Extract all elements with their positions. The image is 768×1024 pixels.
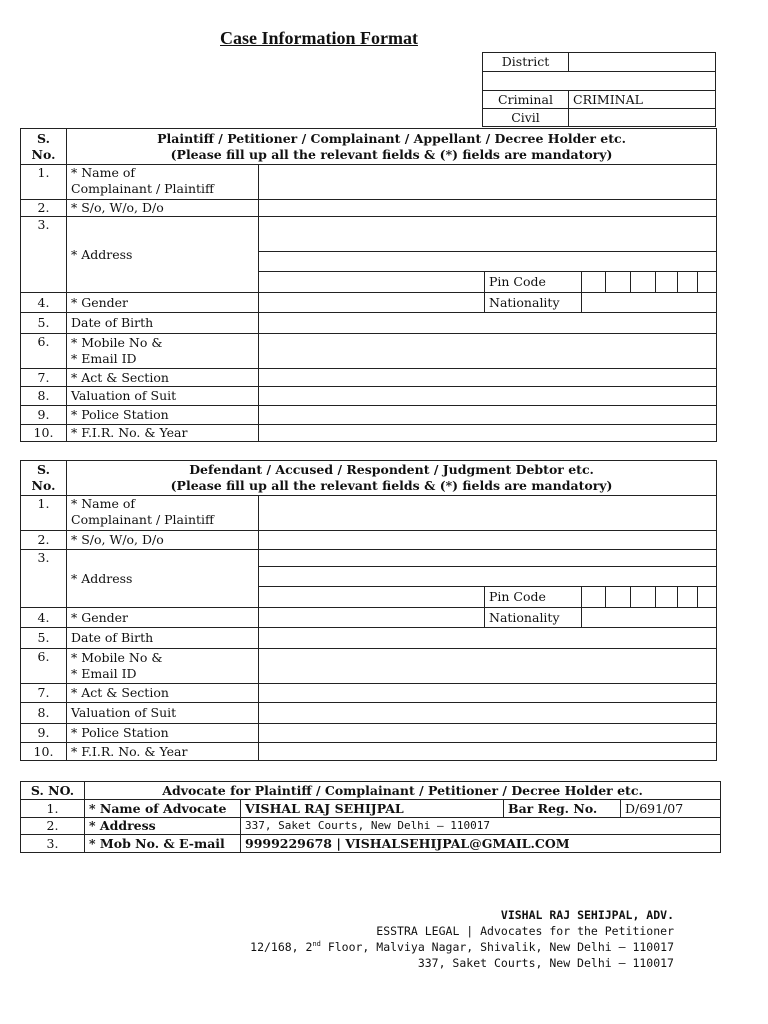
heading-line-2: (Please fill up all the relevant fields & (*) fields are mandatory) (170, 146, 613, 162)
advocate-name-value[interactable]: VISHAL RAJ SEHIJPAL (241, 800, 504, 818)
dob-field[interactable] (259, 313, 717, 334)
row-label: Date of Birth (67, 313, 259, 334)
row-no: 2. (21, 818, 85, 835)
advocate-sno-header: S. NO. (21, 782, 85, 800)
row-label: * S/o, W/o, D/o (67, 531, 259, 550)
blank-row (483, 72, 716, 91)
advocate-heading: Advocate for Plaintiff / Complainant / Petitioner / Decree Holder etc. (85, 782, 721, 800)
relation-field[interactable] (259, 531, 717, 550)
heading-line-1: Plaintiff / Petitioner / Complainant / Appellant / Decree Holder etc. (157, 130, 626, 146)
nationality-field[interactable] (582, 293, 717, 313)
row-label: * Address (67, 550, 259, 608)
pin-digit[interactable] (678, 587, 698, 608)
row-no: 10. (21, 743, 67, 761)
row-no: 6. (21, 649, 67, 684)
bar-reg-label: Bar Reg. No. (504, 800, 621, 818)
act-section-field[interactable] (259, 684, 717, 703)
row-label: * F.I.R. No. & Year (67, 425, 259, 442)
row-no: 3. (21, 217, 67, 293)
row-no: 5. (21, 313, 67, 334)
row-label: Valuation of Suit (67, 703, 259, 724)
row-label: * Mobile No & * Email ID (67, 649, 259, 684)
row-label: * Gender (67, 608, 259, 628)
row-no: 9. (21, 724, 67, 743)
row-no: 2. (21, 200, 67, 217)
contact-field[interactable] (259, 649, 717, 684)
pin-digit[interactable] (656, 272, 678, 293)
row-label: * Mob No. & E-mail (85, 835, 241, 853)
row-no: 4. (21, 293, 67, 313)
section-heading (67, 129, 717, 165)
bar-reg-value[interactable]: D/691/07 (621, 800, 721, 818)
pin-digit[interactable] (606, 272, 631, 293)
address-field-3[interactable] (259, 272, 485, 293)
signature-name-text: VISHAL RAJ SEHIJPAL, ADV. (500, 908, 674, 922)
nationality-label: Nationality (485, 293, 582, 313)
row-label: * Gender (67, 293, 259, 313)
row-label: * Address (85, 818, 241, 835)
pin-digit[interactable] (698, 587, 717, 608)
row-label: Date of Birth (67, 628, 259, 649)
row-label: Valuation of Suit (67, 387, 259, 406)
heading-line-2: (Please fill up all the relevant fields & (*) fields are mandatory) (170, 478, 613, 493)
row-no: 1. (21, 800, 85, 818)
district-label: District (483, 53, 569, 72)
row-no: 8. (21, 387, 67, 406)
row-no: 2. (21, 531, 67, 550)
sno-header (21, 129, 67, 165)
pin-digit[interactable] (678, 272, 698, 293)
fir-field[interactable] (259, 425, 717, 442)
civil-label: Civil (483, 109, 569, 127)
defendant-table (20, 460, 717, 761)
row-label: * Police Station (67, 724, 259, 743)
pin-digit[interactable] (582, 272, 606, 293)
advocate-table (20, 781, 721, 853)
signature-firm: ESSTRA LEGAL | Advocates for the Petitioner (376, 924, 674, 938)
name-field[interactable] (259, 165, 717, 200)
address-field-2[interactable] (259, 252, 717, 272)
row-no: 7. (21, 369, 67, 387)
section-heading (67, 461, 717, 496)
row-no: 3. (21, 835, 85, 853)
heading-line-1: Defendant / Accused / Respondent / Judgment Debtor etc. (189, 462, 594, 478)
row-no: 6. (21, 334, 67, 369)
district-value[interactable] (569, 53, 716, 72)
pin-digit[interactable] (631, 587, 656, 608)
police-station-field[interactable] (259, 406, 717, 425)
row-no: 1. (21, 165, 67, 200)
row-label: * Act & Section (67, 684, 259, 703)
valuation-field[interactable] (259, 703, 717, 724)
pin-code-label: Pin Code (485, 587, 582, 608)
row-no: 1. (21, 496, 67, 531)
contact-field[interactable] (259, 334, 717, 369)
signature-address-2: 337, Saket Courts, New Delhi – 110017 (417, 956, 674, 970)
row-no: 5. (21, 628, 67, 649)
address-field-1[interactable] (259, 550, 717, 567)
row-no: 4. (21, 608, 67, 628)
row-no: 8. (21, 703, 67, 724)
dob-field[interactable] (259, 628, 717, 649)
advocate-contact-value[interactable]: 9999229678 | VISHALSEHIJPAL@GMAIL.COM (241, 835, 721, 853)
row-label: * Name of Complainant / Plaintiff (67, 496, 259, 531)
plaintiff-table (20, 128, 717, 442)
police-station-field[interactable] (259, 724, 717, 743)
relation-field[interactable] (259, 200, 717, 217)
row-no: 3. (21, 550, 67, 608)
nationality-label: Nationality (485, 608, 582, 628)
pin-digit[interactable] (698, 272, 717, 293)
address1-pre: 12/168, 2 (250, 940, 313, 954)
signature-name (501, 908, 674, 922)
sno-header (21, 461, 67, 496)
address1-sup: nd (312, 940, 321, 949)
row-label: * Name of Complainant / Plaintiff (67, 165, 259, 200)
row-label: * Address (67, 217, 259, 293)
case-type-box (482, 52, 716, 127)
address1-post: Floor, Malviya Nagar, Shivalik, New Delhi – 110017 (320, 940, 674, 954)
page-title: Case Information Format (220, 28, 418, 48)
pin-code-label: Pin Code (485, 272, 582, 293)
pin-digit[interactable] (656, 587, 678, 608)
civil-value[interactable] (569, 109, 716, 127)
row-label: * Mobile No & * Email ID (67, 334, 259, 369)
row-no: 10. (21, 425, 67, 442)
row-label: * S/o, W/o, D/o (67, 200, 259, 217)
pin-digit[interactable] (582, 587, 606, 608)
gender-field[interactable] (259, 608, 485, 628)
criminal-label: Criminal (483, 91, 569, 109)
criminal-value[interactable]: CRIMINAL (569, 91, 716, 109)
sno-header-text: S. No. (31, 462, 56, 493)
row-no: 9. (21, 406, 67, 425)
valuation-field[interactable] (259, 387, 717, 406)
nationality-field[interactable] (582, 608, 717, 628)
pin-digit[interactable] (631, 272, 656, 293)
name-field[interactable] (259, 496, 717, 531)
row-label: * Police Station (67, 406, 259, 425)
sno-header-text: S. No. (31, 130, 56, 162)
row-no: 7. (21, 684, 67, 703)
row-label: * F.I.R. No. & Year (67, 743, 259, 761)
signature-address-1 (250, 940, 674, 954)
row-label: * Name of Advocate (85, 800, 241, 818)
act-section-field[interactable] (259, 369, 717, 387)
gender-field[interactable] (259, 293, 485, 313)
advocate-address-value[interactable]: 337, Saket Courts, New Delhi – 110017 (241, 818, 721, 835)
address-field-2[interactable] (259, 567, 717, 587)
pin-digit[interactable] (606, 587, 631, 608)
address-field-1[interactable] (259, 217, 717, 252)
fir-field[interactable] (259, 743, 717, 761)
address-field-3[interactable] (259, 587, 485, 608)
row-label: * Act & Section (67, 369, 259, 387)
